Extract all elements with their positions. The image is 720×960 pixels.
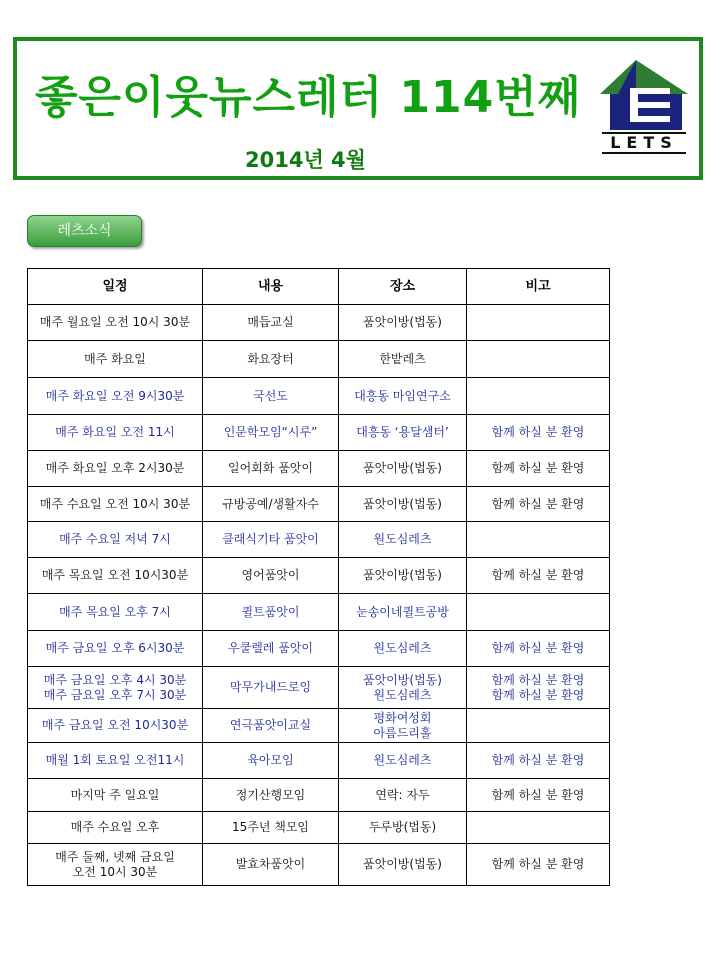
schedule-cell-place: 원도심레츠: [339, 522, 467, 558]
schedule-cell-content: 매듭교실: [203, 305, 339, 341]
schedule-cell-place: 대흥동 마임연구소: [339, 378, 467, 415]
schedule-cell-note: 함께 하실 분 환영 함께 하실 분 환영: [467, 667, 610, 709]
newsletter-title: 좋은이웃뉴스레터 114번째: [35, 72, 582, 123]
schedule-cell-place: 품앗이방(법동): [339, 487, 467, 522]
schedule-cell-note: 함께 하실 분 환영: [467, 487, 610, 522]
schedule-cell-when: 매주 수요일 오후: [28, 812, 203, 844]
schedule-cell-content: 퀼트품앗이: [203, 594, 339, 631]
schedule-cell-when: 매월 1회 토요일 오전11시: [28, 743, 203, 779]
schedule-row: [28, 812, 610, 844]
schedule-cell-place: 품앗이방(법동) 원도심레츠: [339, 667, 467, 709]
schedule-cell-content: 국선도: [203, 378, 339, 415]
schedule-cell-when: 매주 월요일 오전 10시 30분: [28, 305, 203, 341]
schedule-cell-note: [467, 378, 610, 415]
schedule-cell-place: 원도심레츠: [339, 743, 467, 779]
schedule-cell-place: 원도심레츠: [339, 631, 467, 667]
schedule-cell-when: 매주 금요일 오후 6시30분: [28, 631, 203, 667]
schedule-cell-content: 규방공예/생활자수: [203, 487, 339, 522]
schedule-cell-when: 매주 화요일 오전 9시30분: [28, 378, 203, 415]
schedule-row: [28, 743, 610, 779]
newsletter-date: 2014년 4월: [245, 148, 366, 172]
schedule-cell-content: 막무가내드로잉: [203, 667, 339, 709]
column-header-note: 비고: [467, 269, 610, 305]
schedule-row: [28, 667, 610, 709]
schedule-cell-note: 함께 하실 분 환영: [467, 415, 610, 451]
schedule-cell-when: 마지막 주 일요일: [28, 779, 203, 812]
schedule-cell-when: 매주 화요일 오전 11시: [28, 415, 203, 451]
column-header-place: 장소: [339, 269, 467, 305]
lets-logo-text: LETS: [602, 132, 686, 154]
schedule-cell-note: [467, 522, 610, 558]
schedule-cell-when: 매주 목요일 오후 7시: [28, 594, 203, 631]
column-header-schedule: 일정: [28, 269, 203, 305]
schedule-row: [28, 558, 610, 594]
schedule-cell-place: 품앗이방(법동): [339, 451, 467, 487]
schedule-cell-content: 연극품앗이교실: [203, 709, 339, 743]
schedule-row: [28, 709, 610, 743]
schedule-cell-content: 우쿨렐레 품앗이: [203, 631, 339, 667]
schedule-cell-when: 매주 화요일 오후 2시30분: [28, 451, 203, 487]
schedule-cell-content: 발효차품앗이: [203, 844, 339, 886]
schedule-row: [28, 415, 610, 451]
schedule-cell-place: 품앗이방(법동): [339, 844, 467, 886]
schedule-cell-note: 함께 하실 분 환영: [467, 743, 610, 779]
schedule-cell-place: 품앗이방(법동): [339, 558, 467, 594]
schedule-cell-content: 육아모임: [203, 743, 339, 779]
schedule-cell-when: 매주 금요일 오후 4시 30분 매주 금요일 오후 7시 30분: [28, 667, 203, 709]
schedule-cell-content: 화요장터: [203, 341, 339, 378]
schedule-cell-note: 함께 하실 분 환영: [467, 451, 610, 487]
schedule-cell-content: 영어품앗이: [203, 558, 339, 594]
schedule-header-row: [28, 269, 610, 305]
schedule-cell-note: 함께 하실 분 환영: [467, 558, 610, 594]
schedule-row: [28, 341, 610, 378]
schedule-cell-when: 매주 화요일: [28, 341, 203, 378]
schedule-cell-note: [467, 341, 610, 378]
schedule-cell-place: 연락: 자두: [339, 779, 467, 812]
schedule-row: [28, 594, 610, 631]
schedule-row: [28, 487, 610, 522]
schedule-cell-content: 일어회화 품앗이: [203, 451, 339, 487]
schedule-cell-when: 매주 둘째, 넷째 금요일 오전 10시 30분: [28, 844, 203, 886]
schedule-cell-content: 인문학모임“시루”: [203, 415, 339, 451]
schedule-table: [27, 268, 610, 886]
schedule-cell-content: 15주년 책모임: [203, 812, 339, 844]
schedule-cell-content: 정기산행모임: [203, 779, 339, 812]
schedule-cell-note: [467, 594, 610, 631]
schedule-cell-place: 대흥동 ‘용달샘터’: [339, 415, 467, 451]
schedule-row: [28, 844, 610, 886]
schedule-cell-place: 두루방(법동): [339, 812, 467, 844]
schedule-cell-place: 눈송이네퀼트공방: [339, 594, 467, 631]
lets-logo-graphic: [596, 54, 692, 132]
newsletter-header: [13, 37, 703, 180]
schedule-cell-when: 매주 수요일 오전 10시 30분: [28, 487, 203, 522]
schedule-cell-note: [467, 709, 610, 743]
schedule-cell-content: 클래식기타 품앗이: [203, 522, 339, 558]
schedule-cell-note: [467, 812, 610, 844]
schedule-cell-place: 한밭레츠: [339, 341, 467, 378]
schedule-cell-note: [467, 305, 610, 341]
lets-news-button[interactable]: 레츠소식: [27, 215, 142, 247]
schedule-row: [28, 305, 610, 341]
schedule-cell-note: 함께 하실 분 환영: [467, 844, 610, 886]
schedule-row: [28, 779, 610, 812]
schedule-row: [28, 631, 610, 667]
schedule-cell-when: 매주 금요일 오전 10시30분: [28, 709, 203, 743]
schedule-cell-place: 품앗이방(법동): [339, 305, 467, 341]
schedule-cell-note: 함께 하실 분 환영: [467, 631, 610, 667]
schedule-cell-when: 매주 수요일 저녁 7시: [28, 522, 203, 558]
schedule-row: [28, 378, 610, 415]
schedule-cell-note: 함께 하실 분 환영: [467, 779, 610, 812]
schedule-cell-place: 평화여성회 아름드리홀: [339, 709, 467, 743]
lets-logo: [596, 54, 692, 159]
schedule-row: [28, 522, 610, 558]
schedule-row: [28, 451, 610, 487]
column-header-content: 내용: [203, 269, 339, 305]
schedule-cell-when: 매주 목요일 오전 10시30분: [28, 558, 203, 594]
